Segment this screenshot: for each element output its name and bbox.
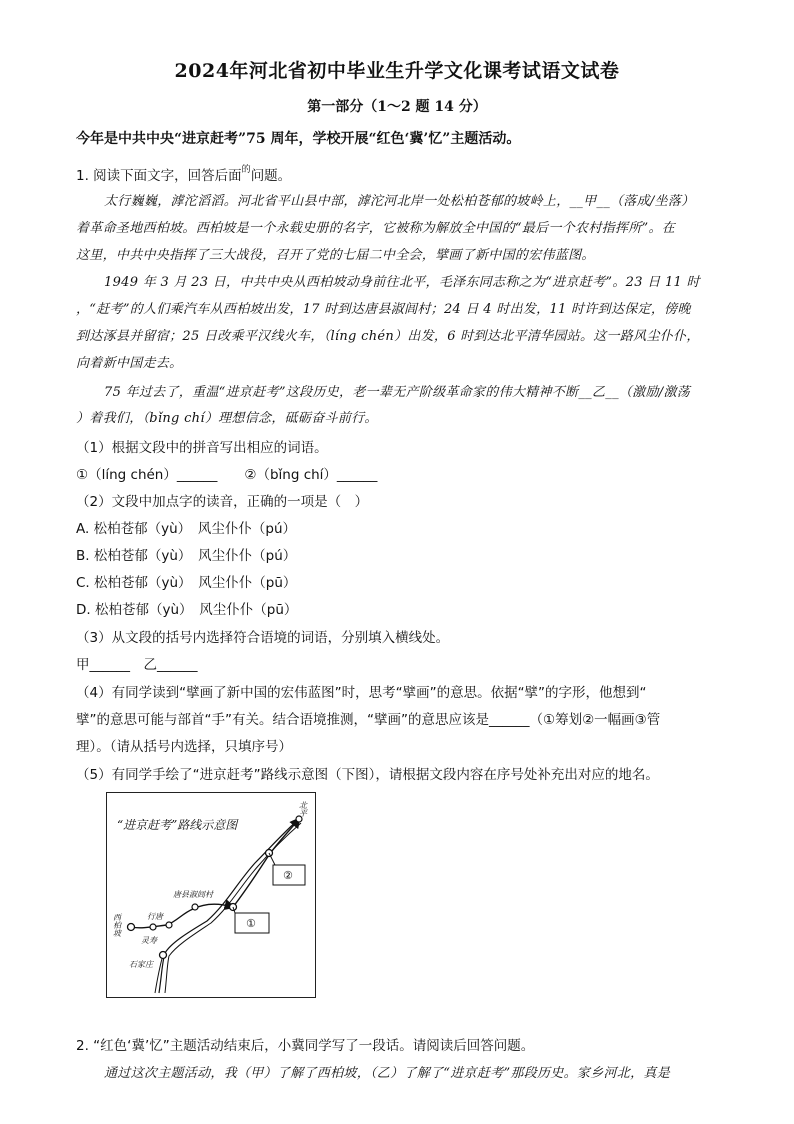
question-1-stem: 1. 阅读下面文字，回答后面$^的$问题。: [76, 165, 292, 184]
subquestion-1-blanks[interactable]: ①（líng chén）______ ②（bǐng chí）______: [76, 467, 378, 483]
subquestion-5: （5）有同学手绘了“进京赶考”路线示意图（下图），请根据文段内容在序号处补充出对应的地名。: [76, 767, 659, 783]
subquestion-3: （3）从文段的括号内选择符合语境的词语，分别填入横线处。: [76, 630, 450, 646]
node-xibaipo: [128, 924, 135, 931]
subquestion-4-line: 擘”的意思可能与部首“手”有关。结合语境推测，“擘画”的意思应该是______（①筹划②一幅画③管: [76, 712, 661, 728]
answer-box-2-label: ②: [283, 869, 293, 882]
question-2-stem: 2. “红色‘冀’忆”主题活动结束后，小冀同学写了一段话。请阅读后回答问题。: [76, 1038, 535, 1054]
option-d[interactable]: D. 松柏苍郁（yù） 风尘仆仆（pū）: [76, 602, 298, 618]
option-b[interactable]: B. 松柏苍郁（yù） 风尘仆仆（pú）: [76, 548, 297, 564]
subquestion-4-line: （4）有同学读到“擘画了新中国的宏伟蓝图”时，思考“擘画”的意思。依据“擘”的字形，他想到“: [76, 685, 647, 701]
label-lingshou: 灵寿: [141, 936, 157, 945]
passage-line: 着革命圣地西柏坡。西柏坡是一个永载史册的名字，它被称为解放全中国的“最后一个农村指挥所”。在: [76, 221, 676, 236]
passage-line: 太行巍巍，滹沱滔滔。河北省平山县中部，滹沱河北岸一处松柏苍郁的坡岭上，__甲__（落成/坐落）: [104, 194, 695, 209]
node-lingshou: [166, 922, 172, 928]
label-beiping: 北平: [298, 801, 308, 817]
passage-line: 向着新中国走去。: [76, 356, 183, 371]
label-shijiazhuang: 石家庄: [129, 960, 153, 969]
map-title: “进京赶考”路线示意图: [117, 818, 238, 832]
label-tangxian: 唐县淑闾村: [173, 890, 213, 899]
option-a[interactable]: A. 松柏苍郁（yù） 风尘仆仆（pú）: [76, 521, 297, 537]
theme-intro: 今年是中共中央“进京赶考”75 周年，学校开展“红色‘冀’忆”主题活动。: [76, 131, 521, 147]
node-shijiazhuang: [160, 952, 167, 959]
passage-line: 1949 年 3 月 23 日，中共中央从西柏坡动身前往北平，毛泽东同志称之为“进京赶考”。23 日 11 时: [104, 275, 700, 290]
passage-line: 75 年过去了，重温“进京赶考”这段历史，老一辈无产阶级革命家的伟大精神不断__乙__（激励/激荡: [104, 385, 691, 400]
route-map: [106, 792, 316, 998]
passage-line: 到达涿县并留宿；25 日改乘平汉线火车，（líng chén）出发，6 时到达北平清华园站。这一路风尘仆仆，: [76, 329, 700, 344]
road-route-east: [233, 819, 299, 907]
label-xingtang: 行唐: [147, 912, 163, 921]
subquestion-1: （1）根据文段中的拼音写出相应的词语。: [76, 440, 328, 456]
passage-line: 这里，中共中央指挥了三大战役，召开了党的七届二中全会，擘画了新中国的宏伟蓝图。: [76, 248, 595, 263]
page-title: 2024年河北省初中毕业生升学文化课考试语文试卷: [174, 60, 620, 82]
question-2-passage: 通过这次主题活动，我（甲）了解了西柏坡，（乙）了解了“进京赶考”那段历史。家乡河北，真是: [104, 1066, 670, 1081]
node-xingtang: [150, 924, 156, 930]
subquestion-3-blanks[interactable]: 甲______ 乙______: [76, 657, 198, 673]
label-xibaipo: 西柏坡: [112, 913, 122, 937]
subquestion-4-line: 理）。（请从括号内选择，只填序号）: [76, 739, 292, 755]
part-heading: 第一部分（1～2 题 14 分）: [307, 99, 487, 115]
subquestion-2: （2）文段中加点字的读音，正确的一项是（ ）: [76, 494, 369, 510]
option-c[interactable]: C. 松柏苍郁（yù） 风尘仆仆（pū）: [76, 575, 297, 591]
answer-box-1-label: ①: [246, 917, 256, 930]
passage-line: ）着我们，（bǐng chí）理想信念，砥砺奋斗前行。: [76, 411, 378, 426]
passage-line: ，“赶考”的人们乘汽车从西柏坡出发，17 时到达唐县淑闾村；24 日 4 时出发，11 时许到达保定，傍晚: [76, 302, 691, 317]
node-tangxian: [192, 904, 198, 910]
